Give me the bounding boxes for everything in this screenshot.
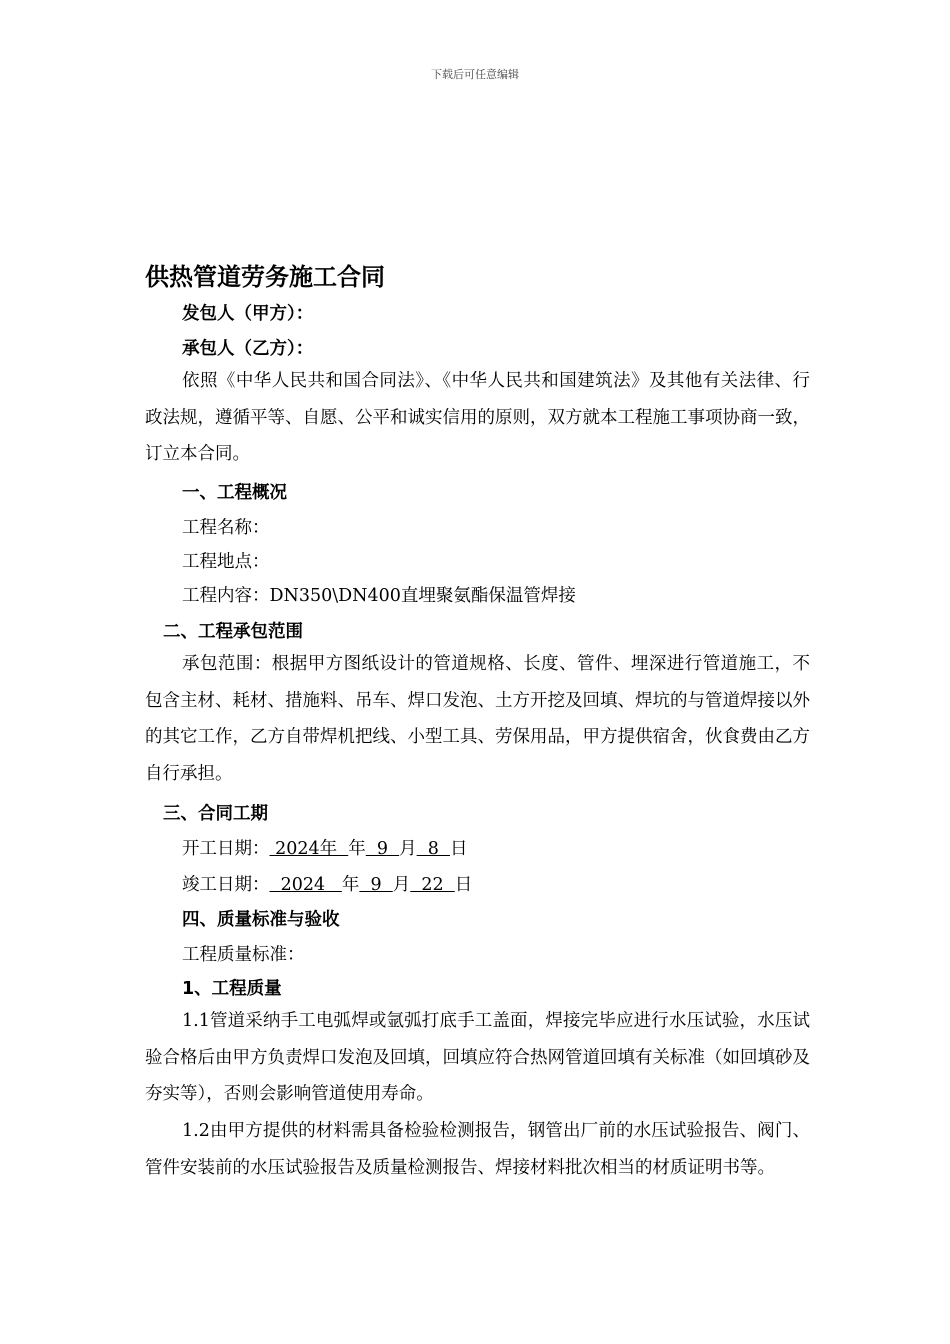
paragraph-1-1: 1.1管道采纳手工电弧焊或氩弧打底手工盖面，焊接完毕应进行水压试验，水压试验合格后由甲方负责焊口发泡及回填，回填应符合热网管道回填有关标准（如回填砂及夯实等），否则会影响管道使用寿命。 (145, 1011, 810, 1104)
section1-heading: 一、工程概况 (182, 483, 287, 503)
end-date-label: 竣工日期： (182, 875, 270, 895)
section4-heading: 四、质量标准与验收 (182, 910, 340, 930)
header-note: 下载后可任意编辑 (431, 68, 519, 81)
end-day: 22 (410, 875, 455, 895)
section2-heading: 二、工程承包范围 (163, 622, 303, 642)
start-day-unit: 日 (450, 839, 468, 859)
start-year-unit: 年 (348, 839, 366, 859)
start-year: 2024年 (269, 839, 349, 859)
project-content: 工程内容：DN350\DN400直埋聚氨酯保温管焊接 (182, 586, 576, 606)
end-day-unit: 日 (454, 875, 473, 895)
end-date-line (182, 871, 472, 896)
party-a-label: 发包人（甲方）： (182, 304, 314, 324)
end-month-unit: 月 (392, 875, 411, 895)
subsection1-heading: 1、工程质量 (182, 979, 282, 999)
intro-paragraph: 依照《中华人民共和国合同法》、《中华人民共和国建筑法》及其他有关法律、行政法规，遵循平等、自愿、公平和诚实信用的原则，双方就本工程施工事项协商一致，订立本合同。 (145, 371, 810, 464)
start-month-unit: 月 (399, 839, 417, 859)
quality-standard-label: 工程质量标准： (182, 945, 305, 965)
start-date-label: 开工日期： (182, 839, 270, 859)
start-day: 8 (416, 839, 451, 859)
project-location-label: 工程地点： (182, 552, 270, 572)
end-year: 2024 (269, 875, 342, 895)
end-year-unit: 年 (341, 875, 360, 895)
end-month: 9 (359, 875, 393, 895)
project-name-label: 工程名称： (182, 518, 270, 538)
scope-paragraph: 承包范围：根据甲方图纸设计的管道规格、长度、管件、埋深进行管道施工，不包含主材、耗材、措施料、吊车、焊口发泡、土方开挖及回填、焊坑的与管道焊接以外的其它工作，乙方自带焊机把线、小型工具、劳保用品，甲方提供宿舍，伙食费由乙方自行承担。 (145, 654, 810, 784)
start-date-line (182, 835, 468, 860)
paragraph-1-2: 1.2由甲方提供的材料需具备检验检测报告，钢管出厂前的水压试验报告、阀门、管件安装前的水压试验报告及质量检测报告、焊接材料批次相当的材质证明书等。 (145, 1121, 810, 1178)
document-title: 供热管道劳务施工合同 (145, 263, 385, 291)
section3-heading: 三、合同工期 (163, 804, 268, 824)
party-b-label: 承包人（乙方）： (182, 339, 314, 359)
start-month: 9 (365, 839, 400, 859)
